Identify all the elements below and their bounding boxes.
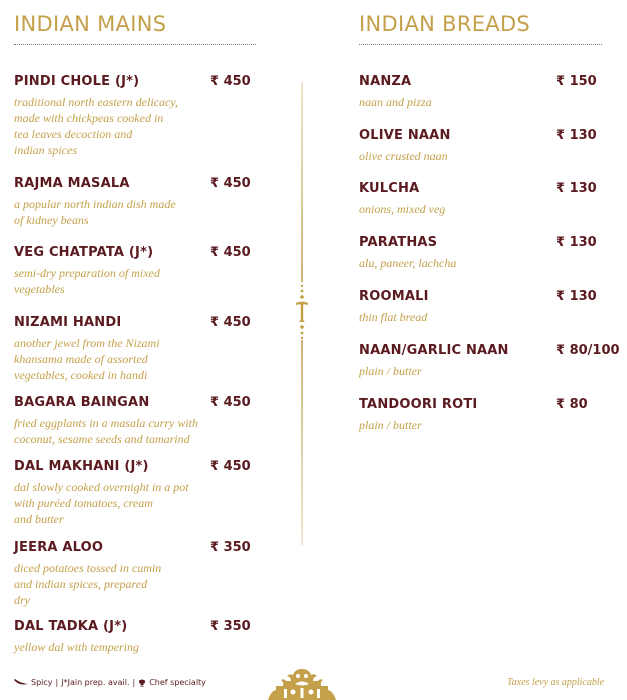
item-description — [359, 363, 569, 379]
legend-jain: J*Jain prep. avail. — [61, 678, 130, 687]
desc-line: khansama made of assorted — [14, 352, 148, 366]
item-price: ₹ 130 — [556, 235, 597, 250]
section-title-indian-mains: INDIAN MAINS — [14, 12, 167, 36]
desc-line: another jewel from the Nizami — [14, 336, 160, 350]
desc-line: plain / butter — [359, 418, 422, 432]
desc-line: fried eggplants in a masala curry with — [14, 416, 198, 430]
item-name: TANDOORI ROTI — [359, 397, 478, 412]
item-name: JEERA ALOO — [14, 540, 104, 555]
desc-line: tea leaves decoction and — [14, 127, 133, 141]
taxes-note: Taxes levy as applicable — [507, 677, 605, 688]
item-name: NANZA — [359, 74, 412, 89]
divider-ornament-icon — [294, 283, 310, 341]
item-description — [14, 265, 224, 297]
desc-line: olive crusted naan — [359, 149, 448, 163]
item-description — [359, 417, 569, 433]
desc-line: plain / butter — [359, 364, 422, 378]
section-title-indian-breads: INDIAN BREADS — [359, 12, 531, 36]
column-divider-top — [301, 82, 303, 282]
desc-line: dal slowly cooked overnight in a pot — [14, 480, 189, 494]
desc-line: with puréed tomatoes, cream — [14, 496, 153, 510]
desc-line: vegetables — [14, 282, 65, 296]
item-description — [14, 94, 224, 158]
desc-line: and indian spices, prepared — [14, 577, 148, 591]
desc-line: diced potatoes tossed in cumin — [14, 561, 162, 575]
item-price: ₹ 450 — [210, 395, 251, 410]
item-description — [359, 201, 569, 217]
item-description — [14, 196, 224, 228]
desc-line: semi-dry preparation of mixed — [14, 266, 160, 280]
item-price: ₹ 130 — [556, 181, 597, 196]
desc-line: thin flat bread — [359, 310, 428, 324]
item-name: NAAN/GARLIC NAAN — [359, 343, 509, 358]
item-name: OLIVE NAAN — [359, 128, 451, 143]
item-description — [14, 415, 244, 447]
item-price: ₹ 350 — [210, 540, 251, 555]
item-name: ROOMALI — [359, 289, 429, 304]
desc-line: naan and pizza — [359, 95, 432, 109]
item-name: NIZAMI HANDI — [14, 315, 122, 330]
desc-line: alu, paneer, lachcha — [359, 256, 457, 270]
chef-hat-icon — [138, 679, 146, 687]
item-price: ₹ 450 — [210, 245, 251, 260]
item-description — [14, 639, 224, 655]
desc-line: dry — [14, 593, 30, 607]
item-price: ₹ 150 — [556, 74, 597, 89]
desc-line: a popular north indian dish made — [14, 197, 176, 211]
item-name: DAL MAKHANI (J*) — [14, 459, 149, 474]
legend-spicy: Spicy — [31, 678, 53, 687]
dotted-divider — [14, 44, 256, 45]
ornamental-crest-icon — [262, 667, 342, 700]
item-description — [14, 560, 224, 608]
chili-icon — [14, 679, 28, 686]
footer-legend — [14, 678, 206, 687]
item-price: ₹ 450 — [210, 74, 251, 89]
desc-line: traditional north eastern delicacy, — [14, 95, 178, 109]
item-description — [359, 94, 569, 110]
item-price: ₹ 450 — [210, 176, 251, 191]
desc-line: of kidney beans — [14, 213, 89, 227]
desc-line: vegetables, cooked in handi — [14, 368, 148, 382]
desc-line: made with chickpeas cooked in — [14, 111, 164, 125]
item-name: PINDI CHOLE (J*) — [14, 74, 140, 89]
dotted-divider — [359, 44, 602, 45]
item-name: RAJMA MASALA — [14, 176, 130, 191]
legend-separator: | — [132, 678, 136, 687]
item-price: ₹ 130 — [556, 128, 597, 143]
item-name: KULCHA — [359, 181, 420, 196]
item-price: ₹ 450 — [210, 459, 251, 474]
item-name: PARATHAS — [359, 235, 438, 250]
item-description — [14, 335, 224, 383]
desc-line: coconut, sesame seeds and tamarind — [14, 432, 190, 446]
item-name: BAGARA BAINGAN — [14, 395, 150, 410]
item-price: ₹ 130 — [556, 289, 597, 304]
item-price: ₹ 350 — [210, 619, 251, 634]
legend-chef-specialty: Chef specialty — [149, 678, 206, 687]
item-price: ₹ 450 — [210, 315, 251, 330]
item-description — [359, 148, 569, 164]
desc-line: and butter — [14, 512, 64, 526]
desc-line: indian spices — [14, 143, 77, 157]
item-name: VEG CHATPATA (J*) — [14, 245, 154, 260]
item-description — [359, 255, 569, 271]
item-description — [14, 479, 224, 527]
legend-separator: | — [55, 678, 59, 687]
desc-line: yellow dal with tempering — [14, 640, 139, 654]
item-price: ₹ 80/100 — [556, 343, 620, 358]
item-description — [359, 309, 569, 325]
desc-line: onions, mixed veg — [359, 202, 446, 216]
column-divider-bottom — [301, 340, 303, 545]
item-price: ₹ 80 — [556, 397, 588, 412]
item-name: DAL TADKA (J*) — [14, 619, 128, 634]
